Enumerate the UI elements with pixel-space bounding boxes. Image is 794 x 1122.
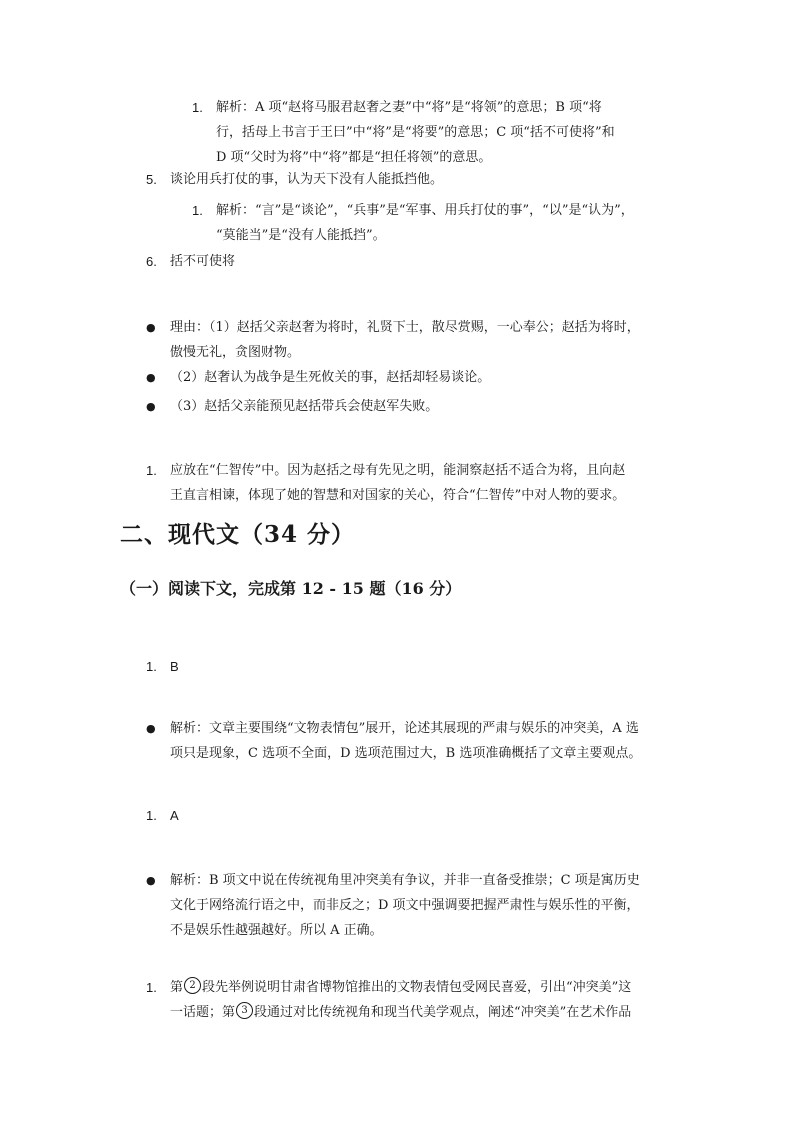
- item-text-line: D 项“父时为将”中“将”都是“担任将领”的意思。: [216, 150, 492, 165]
- bullet-icon: ●: [146, 400, 156, 413]
- item-text-line: 不是娱乐性越强越好。所以 A 正确。: [170, 923, 383, 938]
- text-run: 第: [170, 980, 184, 995]
- item-text-line: 行，括母上书言于王曰”中“将”是“将要”的意思；C 项“括不可使将”和: [216, 125, 615, 140]
- item-text-line: [170, 1000, 631, 1025]
- text-run: 一话题；第: [170, 1005, 236, 1020]
- item-text-line: （3）赵括父亲能预见赵括带兵会使赵军失败。: [170, 399, 439, 414]
- item-number: 1.: [192, 100, 203, 115]
- item-number: 6.: [146, 254, 157, 269]
- item-text-line: 解析：文章主要围绕“文物表情包”展开，论述其展现的严肃与娱乐的冲突美，A 选: [170, 721, 639, 736]
- item-text-line: 解析：A 项“赵将马服君赵奢之妻”中“将”是“将领”的意思；B 项“将: [216, 100, 602, 115]
- item-text-line: B: [170, 659, 179, 674]
- item-text-line: “莫能当”是“没有人能抵挡”。: [216, 228, 386, 243]
- circled-number: 2: [184, 977, 201, 994]
- text-run: 段先举例说明甘肃省博物馆推出的文物表情包受网民喜爱，引出“冲突美”这: [202, 980, 632, 995]
- subsection-heading: （一）阅读下文，完成第 12 - 15 题（16 分）: [120, 579, 462, 598]
- circled-number: 3: [236, 1002, 253, 1019]
- bullet-icon: ●: [146, 874, 156, 887]
- item-text-line: 括不可使将: [170, 254, 236, 269]
- item-text-line: [170, 975, 631, 1000]
- bullet-icon: ●: [146, 722, 156, 735]
- item-text-line: 解析：B 项文中说在传统视角里冲突美有争议，并非一直备受推崇；C 项是寓历史: [170, 873, 640, 888]
- item-text-line: A: [170, 808, 179, 823]
- text-run: 段通过对比传统视角和现当代美学观点，阐述“冲突美”在艺术作品: [254, 1005, 632, 1020]
- item-text-line: 王直言相谏，体现了她的智慧和对国家的关心，符合“仁智传”中对人物的要求。: [170, 488, 626, 503]
- item-text-line: 应放在“仁智传”中。因为赵括之母有先见之明，能洞察赵括不适合为将，且向赵: [170, 463, 626, 478]
- item-number: 1.: [146, 808, 157, 823]
- item-text-line: 解析：“言”是“谈论”，“兵事”是“军事、用兵打仗的事”，“以”是“认为”，: [216, 203, 634, 218]
- item-text-line: 谈论用兵打仗的事，认为天下没有人能抵挡他。: [170, 172, 444, 187]
- item-number: 1.: [146, 463, 157, 478]
- item-number: 1.: [146, 659, 157, 674]
- item-text-line: 项只是现象，C 选项不全面，D 选项范围过大，B 选项准确概括了文章主要观点。: [170, 746, 642, 761]
- section-heading: 二、现代文（34 分）: [120, 521, 356, 548]
- item-number: 1.: [146, 980, 157, 995]
- item-text-line: （2）赵奢认为战争是生死攸关的事，赵括却轻易谈论。: [170, 370, 491, 385]
- item-text-line: 傲慢无礼，贪图财物。: [170, 345, 301, 360]
- item-number: 5.: [146, 172, 157, 187]
- item-text-line: 理由：（1）赵括父亲赵奢为将时，礼贤下士，散尽赏赐，一心奉公；赵括为将时，: [170, 320, 640, 335]
- item-number: 1.: [192, 203, 203, 218]
- bullet-icon: ●: [146, 321, 156, 334]
- item-text-line: 文化于网络流行语之中，而非反之；D 项文中强调要把握严肃性与娱乐性的平衡，: [170, 898, 640, 913]
- bullet-icon: ●: [146, 371, 156, 384]
